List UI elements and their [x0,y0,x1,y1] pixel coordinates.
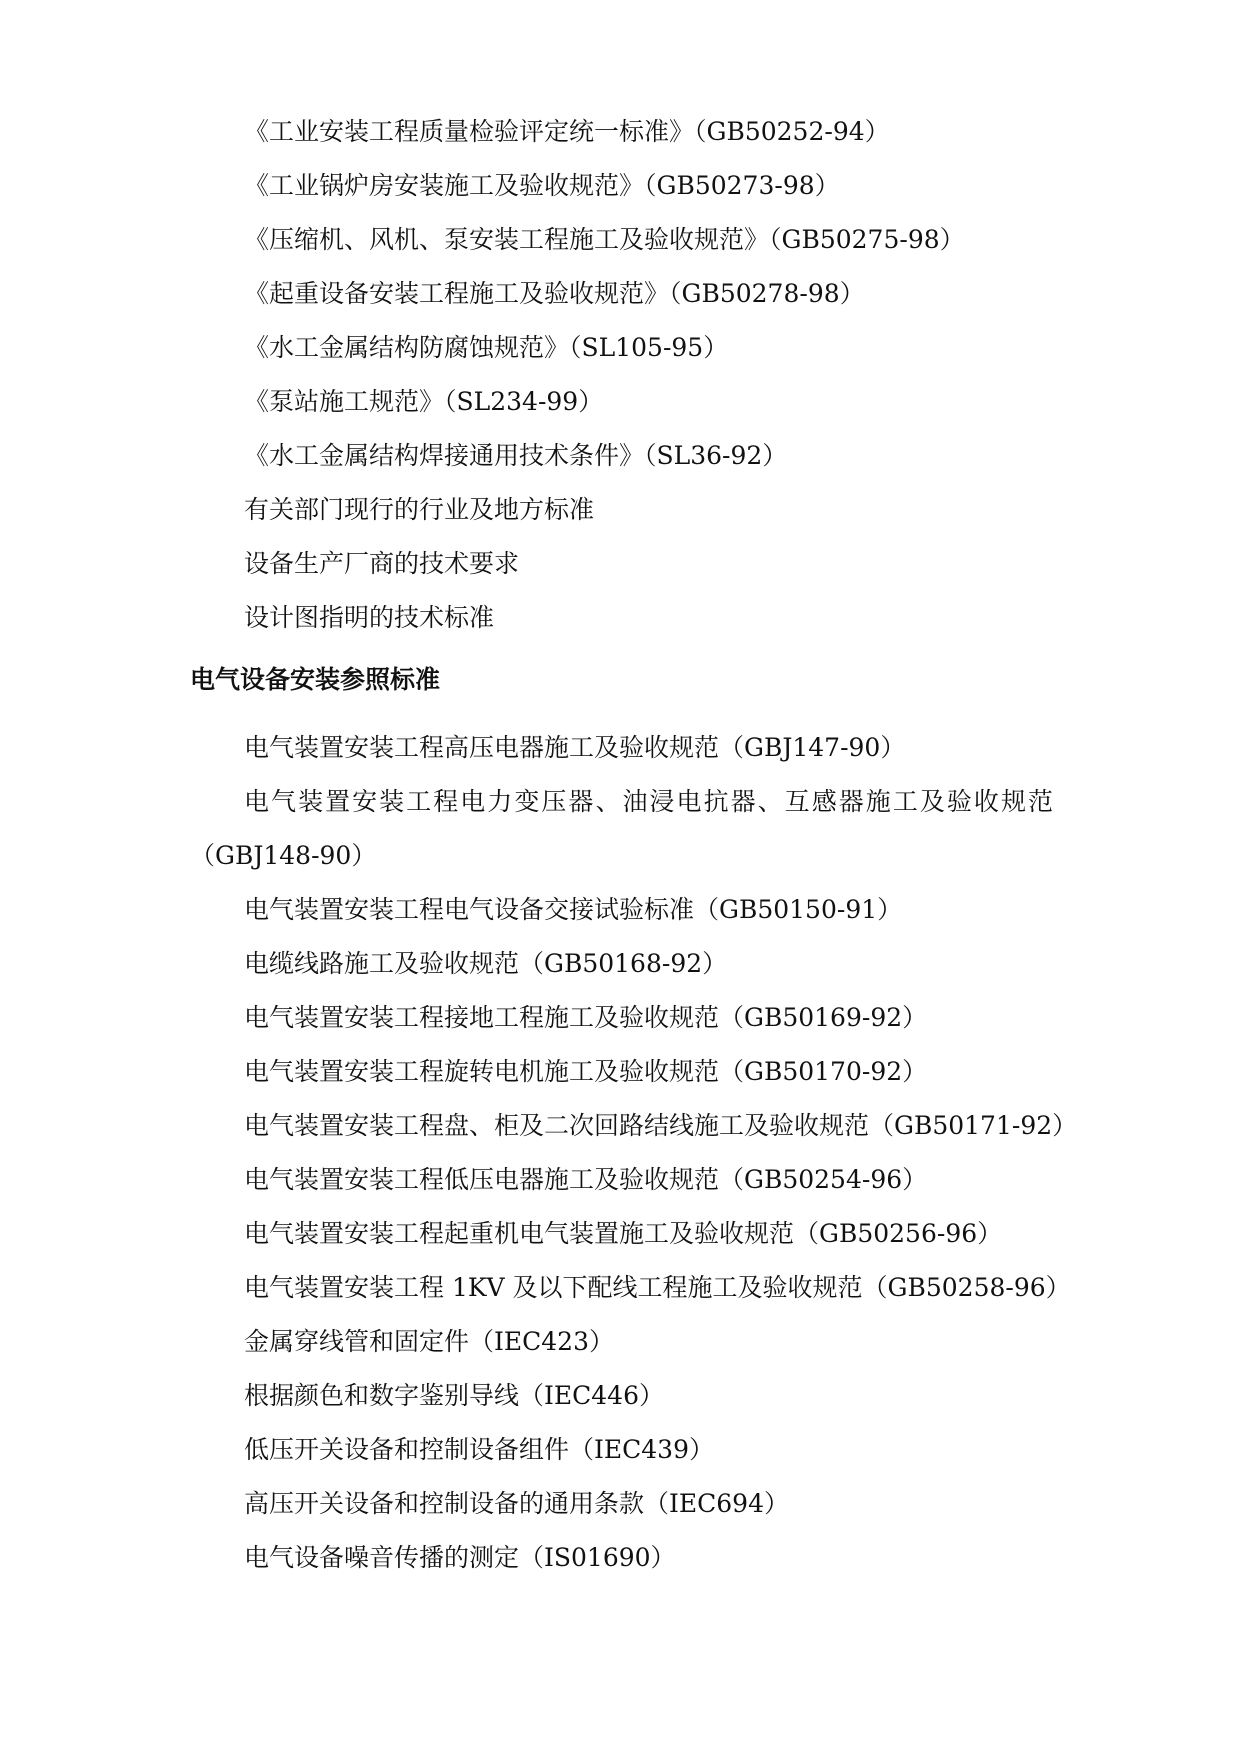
standard-item: 电气装置安装工程电气设备交接试验标准（GB50150-91） [244,895,903,924]
standard-item: 低压开关设备和控制设备组件（IEC439） [244,1435,714,1464]
standard-item: 设备生产厂商的技术要求 [244,549,520,578]
standard-item: 《工业安装工程质量检验评定统一标准》（GB50252-94） [244,117,890,146]
standard-item: 电气装置安装工程高压电器施工及验收规范（GBJ147-90） [244,733,906,762]
standard-item: 电气装置安装工程起重机电气装置施工及验收规范（GB50256-96） [244,1219,1003,1248]
standard-item: 《泵站施工规范》（SL234-99） [244,387,604,416]
standard-item: 电气装置安装工程 1KV 及以下配线工程施工及验收规范（GB50258-96） [244,1273,1071,1302]
standard-item: 电缆线路施工及验收规范（GB50168-92） [244,949,728,978]
standard-item: 《水工金属结构焊接通用技术条件》（SL36-92） [244,441,788,470]
standard-item: 电气装置安装工程低压电器施工及验收规范（GB50254-96） [244,1165,928,1194]
standard-item: 电气设备噪音传播的测定（IS01690） [244,1543,676,1572]
standard-item: 设计图指明的技术标准 [244,603,495,632]
standard-item: 《起重设备安装工程施工及验收规范》（GB50278-98） [244,279,865,308]
standard-item: 根据颜色和数字鉴别导线（IEC446） [244,1381,664,1410]
standard-item-line-continuation: （GBJ148-90） [190,841,377,870]
standard-item: 金属穿线管和固定件（IEC423） [244,1327,614,1356]
standard-item: 高压开关设备和控制设备的通用条款（IEC694） [244,1489,789,1518]
standards-list-general [190,105,1053,645]
section-heading: 电气设备安装参照标准 [190,665,441,694]
standard-item: 《压缩机、风机、泵安装工程施工及验收规范》（GB50275-98） [244,225,965,254]
standard-item: 电气装置安装工程旋转电机施工及验收规范（GB50170-92） [244,1057,928,1086]
standard-item-wrapped [190,775,1053,883]
standard-item: 《工业锅炉房安装施工及验收规范》（GB50273-98） [244,171,840,200]
standard-item: 有关部门现行的行业及地方标准 [244,495,595,524]
standards-list-electrical [190,721,1078,1585]
standard-item: 电气装置安装工程盘、柜及二次回路结线施工及验收规范（GB50171-92） [244,1111,1078,1140]
standard-item-line: 电气装置安装工程电力变压器、油浸电抗器、互感器施工及验收规范 [244,787,1053,816]
standard-item: 《水工金属结构防腐蚀规范》（SL105-95） [244,333,729,362]
standard-item: 电气装置安装工程接地工程施工及验收规范（GB50169-92） [244,1003,928,1032]
